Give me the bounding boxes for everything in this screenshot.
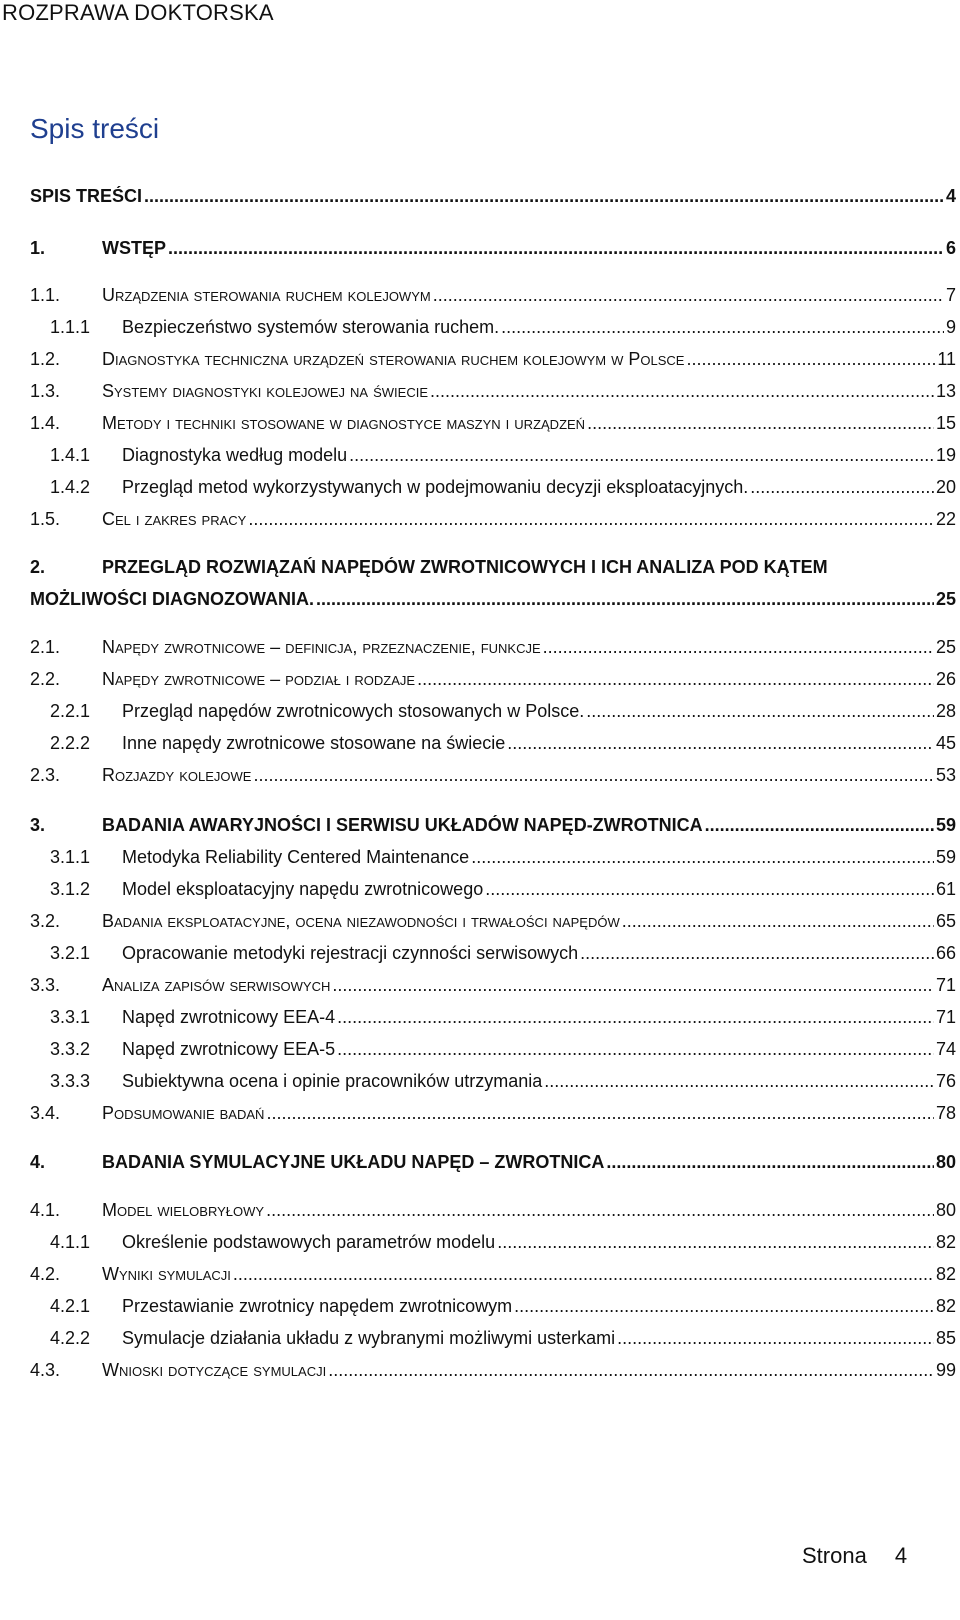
toc-entry[interactable] [30,1200,960,1230]
toc-entry-page: 71 [935,975,956,995]
toc-entry-title: Rozjazdy kolejowe [102,765,252,785]
toc-entry-number: 4.2.2 [50,1328,91,1348]
toc-leader-dots [543,637,934,658]
toc-leader-dots [606,1152,934,1173]
toc-leader-dots [580,943,934,964]
toc-entry-number: 4.1.1 [50,1232,91,1252]
toc-entry-page: 9 [945,317,956,337]
toc-leader-dots [349,445,934,466]
toc-entry-number: 3.1.2 [50,879,91,899]
toc-entry[interactable] [30,815,960,845]
toc-entry-page: 80 [935,1152,956,1172]
toc-entry-page: 59 [935,815,956,835]
toc-leader-dots [144,186,944,207]
toc-entry-number: 3.2. [30,911,61,931]
toc-entry-title: Wnioski dotyczące symulacji [102,1360,327,1380]
toc-entry-number: 2. [30,557,46,577]
toc-entry-number: 1.4.2 [50,477,91,497]
footer-page-number: 4 [894,1543,908,1568]
toc-entry-page: 59 [935,847,956,867]
toc-entry-page: 76 [935,1071,956,1091]
toc-entry-number: 1. [30,238,46,258]
toc-entry-number: 1.4.1 [50,445,91,465]
toc-entry-number: 2.2. [30,669,61,689]
toc-leader-dots [497,1232,934,1253]
toc-entry[interactable] [30,1264,960,1294]
toc-entry-page: 99 [935,1360,956,1380]
toc-entry[interactable] [30,317,960,347]
toc-entry[interactable] [30,733,960,763]
toc-entry[interactable] [30,1296,960,1326]
toc-leader-dots [316,589,934,610]
toc-leader-dots [471,847,934,868]
toc-entry-title: Inne napędy zwrotnicowe stosowane na świecie [122,733,506,753]
toc-entry-page: 15 [935,413,956,433]
toc-entry-number: 3.2.1 [50,943,91,963]
toc-entry-number: 4.3. [30,1360,61,1380]
toc-leader-dots [168,238,944,259]
toc-entry-number: 1.1. [30,285,61,305]
toc-entry-number: 4.1. [30,1200,61,1220]
toc-entry[interactable] [30,413,960,443]
toc-entry-page: 6 [945,238,956,258]
toc-entry[interactable] [30,943,960,973]
toc-entry-title: BADANIA SYMULACYJNE UKŁADU NAPĘD – ZWROTNICA [102,1152,605,1172]
toc-entry-page: 26 [935,669,956,689]
toc-entry-number: SPIS TREŚCI [30,186,143,206]
document-header: ROZPRAWA DOKTORSKA [2,0,274,25]
toc-entry-page: 25 [935,589,956,609]
toc-entry-page: 82 [935,1232,956,1252]
toc-entry[interactable] [30,637,960,667]
toc-entry[interactable] [30,847,960,877]
toc-leader-dots [430,381,934,402]
toc-entry-number: 1.1.1 [50,317,91,337]
toc-entry-page: 4 [945,186,956,206]
footer-label: Strona [802,1543,867,1568]
toc-entry[interactable] [30,701,960,731]
toc-entry-page: 13 [935,381,956,401]
toc-entry[interactable] [30,1103,960,1133]
toc-entry-title: Cel i zakres pracy [102,509,247,529]
toc-leader-dots [686,349,935,370]
toc-entry-number: 3.3. [30,975,61,995]
toc-entry[interactable] [30,589,960,619]
toc-entry[interactable] [30,1328,960,1358]
toc-entry[interactable] [30,1152,960,1182]
toc-entry-number: 1.2. [30,349,61,369]
toc-entry-title: Diagnostyka według modelu [122,445,348,465]
toc-entry-number: 1.5. [30,509,61,529]
toc-entry-page: 71 [935,1007,956,1027]
toc-entry[interactable] [30,477,960,507]
toc-entry-number: 3.3.2 [50,1039,91,1059]
toc-entry[interactable] [30,186,960,216]
toc-entry-page: 22 [935,509,956,529]
toc-entry[interactable] [30,285,960,315]
toc-entry-number: 1.4. [30,413,61,433]
toc-entry-page: 11 [937,349,956,369]
toc-entry-number: 4. [30,1152,46,1172]
toc-entry-title: Napędy zwrotnicowe – podział i rodzaje [102,669,416,689]
toc-leader-dots [337,1007,934,1028]
toc-entry-title: Napęd zwrotnicowy EEA-4 [122,1007,336,1027]
toc-entry[interactable] [30,381,960,411]
toc-entry-title: Napęd zwrotnicowy EEA-5 [122,1039,336,1059]
toc-entry[interactable] [30,509,960,539]
toc-entry[interactable] [30,911,960,941]
toc-entry-title: Przestawianie zwrotnicy napędem zwrotnicowym [122,1296,513,1316]
toc-entry-title: Bezpieczeństwo systemów sterowania ruchem. [122,317,500,337]
toc-entry-number: 2.2.2 [50,733,91,753]
toc-entry[interactable] [30,879,960,909]
toc-entry-title: Badania eksploatacyjne, ocena niezawodności i trwałości napędów [102,911,620,931]
toc-entry-title: BADANIA AWARYJNOŚCI I SERWISU UKŁADÓW NAPĘD-ZWROTNICA [102,815,703,835]
toc-leader-dots [485,879,934,900]
toc-entry-title: Podsumowanie badań [102,1103,265,1123]
toc-entry-number: 3.3.1 [50,1007,91,1027]
toc-leader-dots [233,1264,934,1285]
toc-entry-title: Diagnostyka techniczna urządzeń sterowania ruchem kolejowym w Polsce [102,349,685,369]
toc-entry-title: Model wielobryłowy [102,1200,265,1220]
toc-leader-dots [501,317,944,338]
toc-entry-number: 4.2. [30,1264,61,1284]
toc-entry-page: 65 [935,911,956,931]
toc-leader-dots [266,1200,934,1221]
toc-entry[interactable] [30,238,960,268]
toc-entry[interactable] [30,349,960,379]
toc-entry-page: 7 [945,285,956,305]
toc-leader-dots [266,1103,934,1124]
toc-entry[interactable] [30,445,960,475]
toc-entry-number: 3. [30,815,46,835]
toc-leader-dots [328,1360,934,1381]
toc-leader-dots [433,285,944,306]
toc-entry-title: MOŻLIWOŚCI DIAGNOZOWANIA. [30,589,314,609]
toc-leader-dots [705,815,934,836]
toc-entry-number: 4.2.1 [50,1296,91,1316]
toc-entry[interactable] [30,1007,960,1037]
toc-entry[interactable] [30,1232,960,1262]
toc-leader-dots [750,477,934,498]
toc-entry-number: 3.3.3 [50,1071,91,1091]
toc-leader-dots [507,733,934,754]
toc-entry[interactable] [30,1039,960,1069]
toc-entry-page: 20 [935,477,956,497]
toc-entry-title: Napędy zwrotnicowe – definicja, przeznaczenie, funkcje [102,637,541,657]
toc-entry-page: 85 [935,1328,956,1348]
toc-entry-title: Określenie podstawowych parametrów modelu [122,1232,496,1252]
toc-entry-number: 2.3. [30,765,61,785]
toc-leader-dots [253,765,934,786]
toc-entry-title: PRZEGLĄD ROZWIĄZAŃ NAPĘDÓW ZWROTNICOWYCH I ICH ANALIZA POD KĄTEM [102,557,828,577]
toc-leader-dots [332,975,934,996]
toc-leader-dots [337,1039,934,1060]
page-footer [802,1543,907,1569]
toc-entry-number: 2.1. [30,637,61,657]
toc-leader-dots [587,413,934,434]
toc-entry-title: Przegląd napędów zwrotnicowych stosowanych w Polsce. [122,701,585,721]
toc-entry-page: 66 [935,943,956,963]
toc-entry-title: WSTĘP [102,238,167,258]
toc-entry-page: 25 [935,637,956,657]
toc-leader-dots [586,701,934,722]
toc-entry-title: Metodyka Reliability Centered Maintenance [122,847,470,867]
toc-entry-page: 80 [935,1200,956,1220]
toc-entry-title: Urządzenia sterowania ruchem kolejowym [102,285,431,305]
toc-entry-page: 82 [935,1264,956,1284]
toc-entry[interactable] [30,1360,960,1390]
toc-entry-number: 2.2.1 [50,701,91,721]
toc-entry[interactable] [30,669,960,699]
toc-entry-number: 3.1.1 [50,847,91,867]
toc-entry[interactable] [30,557,960,587]
toc-entry-page: 53 [935,765,956,785]
page-title: Spis treści [30,113,160,144]
toc-entry-number: 3.4. [30,1103,61,1123]
toc-entry-title: Model eksploatacyjny napędu zwrotnicowego [122,879,484,899]
toc-entry-title: Symulacje działania układu z wybranymi możliwymi usterkami [122,1328,616,1348]
toc-entry-page: 28 [935,701,956,721]
toc-entry-title: Metody i techniki stosowane w diagnostyce maszyn i urządzeń [102,413,586,433]
toc-entry-page: 82 [935,1296,956,1316]
toc-entry[interactable] [30,975,960,1005]
toc-leader-dots [544,1071,934,1092]
toc-leader-dots [617,1328,934,1349]
toc-entry-title: Wyniki symulacji [102,1264,231,1284]
toc-leader-dots [248,509,934,530]
toc-entry-page: 19 [935,445,956,465]
toc-entry-page: 61 [935,879,956,899]
toc-leader-dots [417,669,934,690]
toc-entry[interactable] [30,765,960,795]
toc-entry-title: Systemy diagnostyki kolejowej na świecie [102,381,429,401]
toc-entry-title: Analiza zapisów serwisowych [102,975,331,995]
toc-leader-dots [622,911,934,932]
toc-entry-page: 78 [935,1103,956,1123]
toc-entry-number: 1.3. [30,381,61,401]
toc-leader-dots [514,1296,934,1317]
toc-entry-title: Opracowanie metodyki rejestracji czynności serwisowych [122,943,579,963]
toc-entry-title: Subiektywna ocena i opinie pracowników utrzymania [122,1071,543,1091]
toc-entry[interactable] [30,1071,960,1101]
toc-entry-page: 74 [935,1039,956,1059]
toc-entry-title: Przegląd metod wykorzystywanych w podejmowaniu decyzji eksploatacyjnych. [122,477,749,497]
toc-entry-page: 45 [935,733,956,753]
